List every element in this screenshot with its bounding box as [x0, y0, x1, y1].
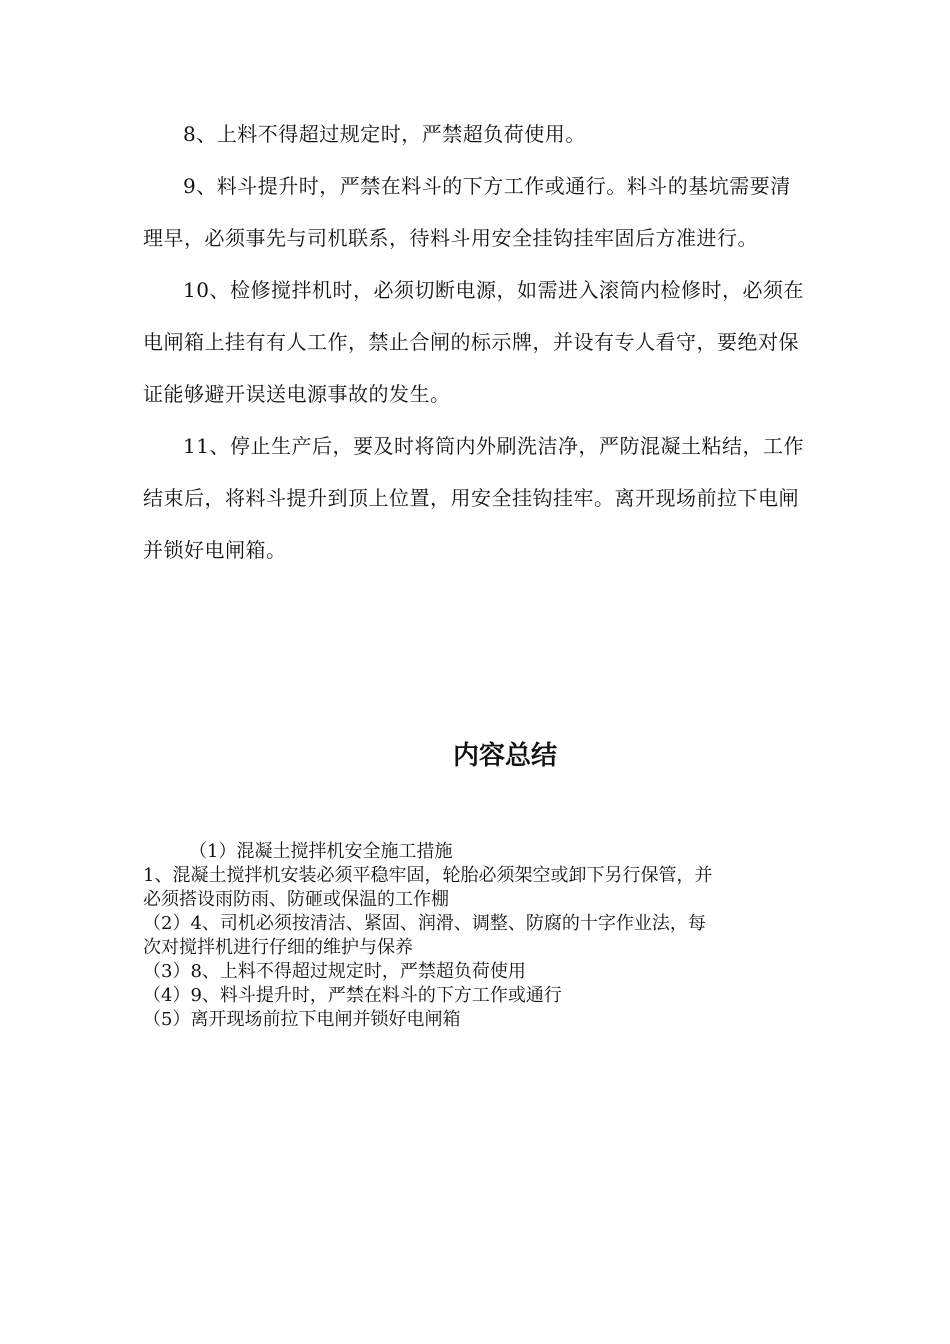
summary-line: （1）混凝土搅拌机安全施工措施 — [189, 841, 453, 862]
summary-line: （4）9、料斗提升时，严禁在料斗的下方工作或通行 — [143, 985, 562, 1006]
summary-line: 1、混凝土搅拌机安装必须平稳牢固，轮胎必须架空或卸下另行保管，并 — [143, 865, 713, 886]
summary-line: （2）4、司机必须按清洁、紧固、润滑、调整、防腐的十字作业法，每 — [143, 913, 706, 934]
body-text — [143, 108, 808, 576]
summary-line: （3）8、上料不得超过规定时，严禁超负荷使用 — [143, 961, 526, 982]
paragraph-item-11: 11、停止生产后，要及时将筒内外刷洗洁净，严防混凝土粘结，工作结束后，将料斗提升到顶上位置，用安全挂钩挂牢。离开现场前拉下电闸并锁好电闸箱。 — [143, 434, 804, 562]
summary-line: 必须搭设雨防雨、防砸或保温的工作棚 — [143, 889, 449, 910]
paragraph-item-8: 8、上料不得超过规定时，严禁超负荷使用。 — [183, 122, 586, 146]
summary-line: 次对搅拌机进行仔细的维护与保养 — [143, 937, 413, 958]
paragraph-item-9: 9、料斗提升时，严禁在料斗的下方工作或通行。料斗的基坑需要清理早，必须事先与司机联系，待料斗用安全挂钩挂牢固后方准进行。 — [143, 174, 791, 250]
summary-line: （5）离开现场前拉下电闸并锁好电闸箱 — [143, 1009, 461, 1030]
summary-list — [143, 840, 803, 1032]
summary-title: 内容总结 — [452, 741, 557, 771]
paragraph-item-10: 10、检修搅拌机时，必须切断电源，如需进入滚筒内检修时，必须在电闸箱上挂有有人工作，禁止合闸的标示牌，并设有专人看守，要绝对保证能够避开误送电源事故的发生。 — [143, 278, 804, 406]
